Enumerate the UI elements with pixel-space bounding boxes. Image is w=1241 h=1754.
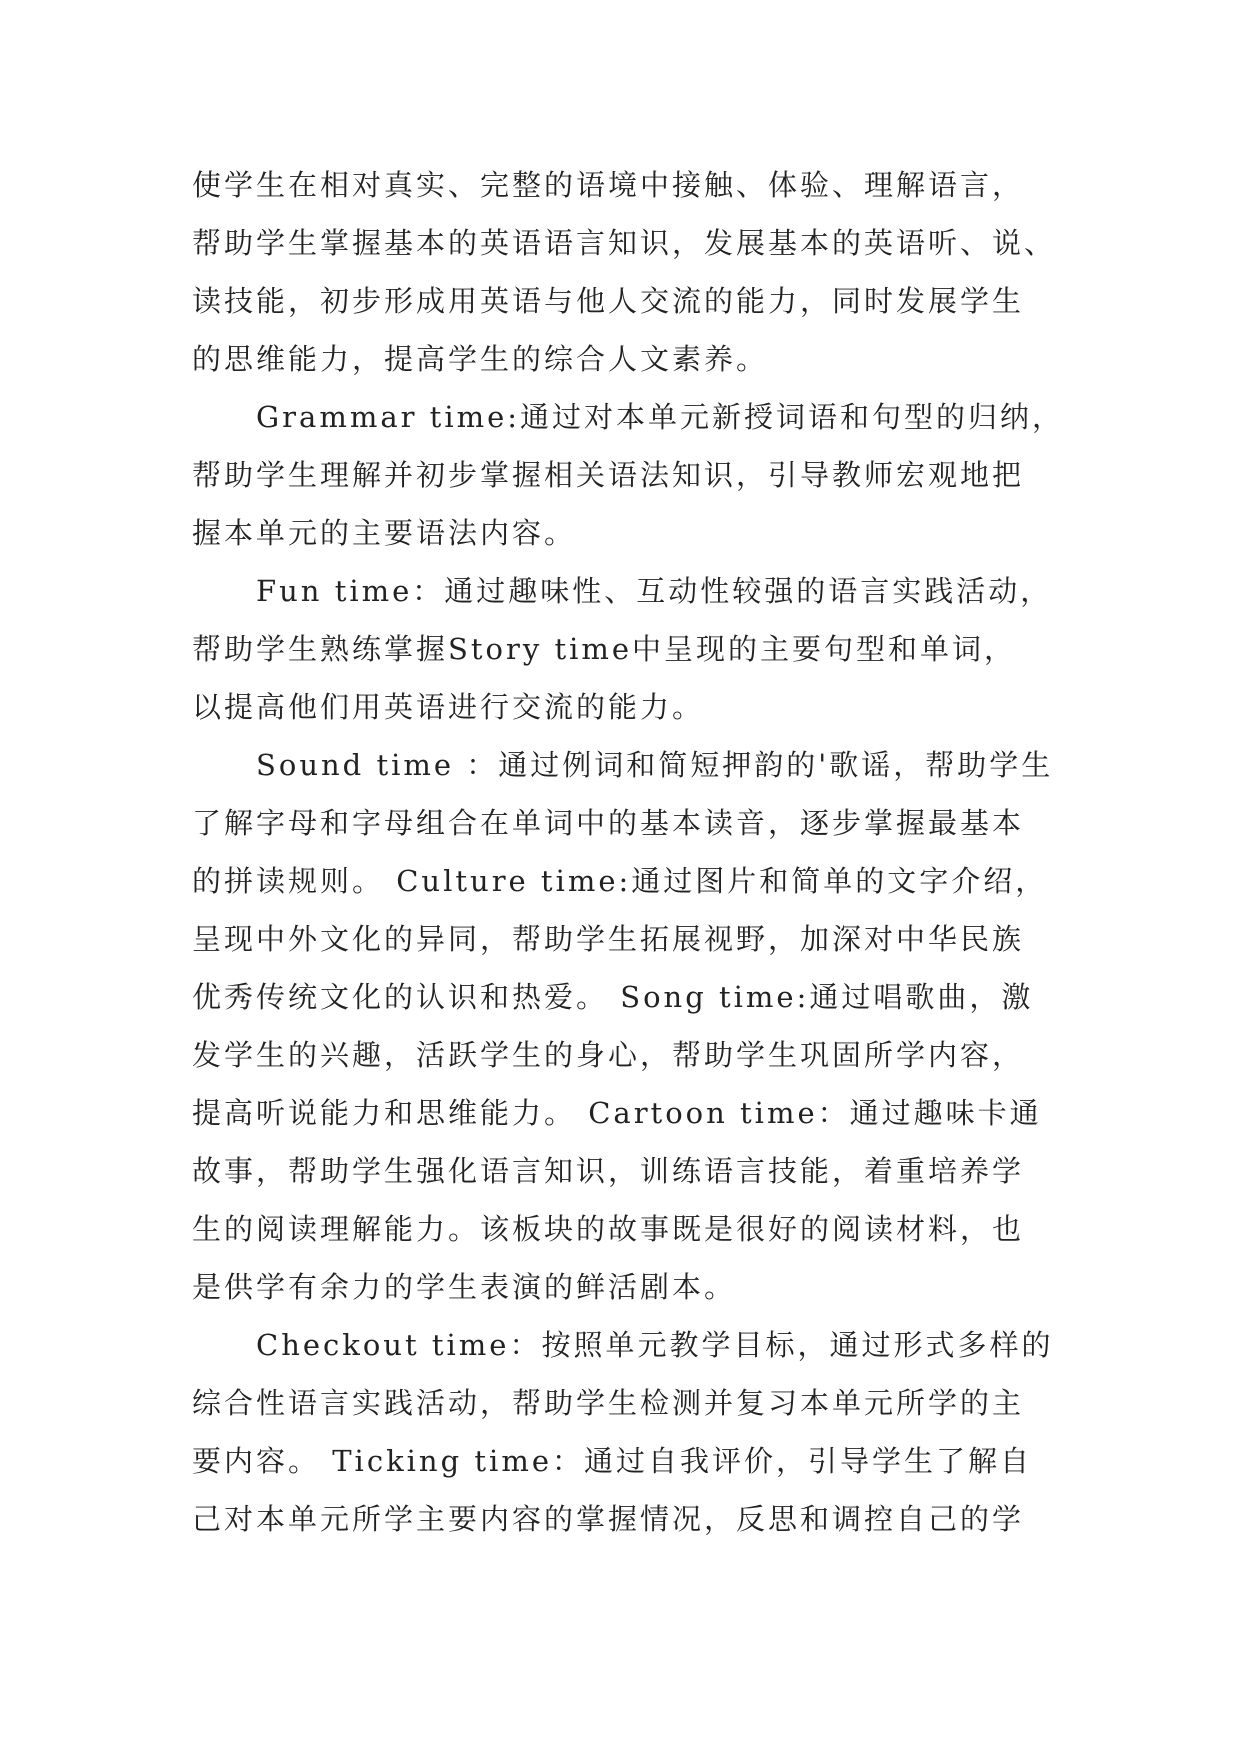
text-line: 读技能，初步形成用英语与他人交流的能力，同时发展学生	[192, 284, 1025, 318]
text-line: 使学生在相对真实、完整的语境中接触、体验、理解语言，	[192, 168, 1025, 202]
text-line: Grammar time:通过对本单元新授词语和句型的归纳，	[192, 400, 1065, 434]
body-text	[192, 156, 1072, 1548]
text-line: 优秀传统文化的认识和热爱。 Song time:通过唱歌曲，激	[192, 980, 1034, 1014]
text-line: 综合性语言实践活动，帮助学生检测并复习本单元所学的主	[192, 1386, 1025, 1420]
text-line: 生的阅读理解能力。该板块的故事既是很好的阅读材料，也	[192, 1212, 1025, 1246]
text-line: 是供学有余力的学生表演的鲜活剧本。	[192, 1270, 737, 1304]
text-line: 的拼读规则。 Culture time:通过图片和简单的文字介绍，	[192, 864, 1048, 898]
text-line: 了解字母和字母组合在单词中的基本读音，逐步掌握最基本	[192, 806, 1025, 840]
text-line: 帮助学生熟练掌握Story time中呈现的主要句型和单词，	[192, 632, 1017, 666]
text-line: 发学生的兴趣，活跃学生的身心，帮助学生巩固所学内容，	[192, 1038, 1025, 1072]
text-line: 己对本单元所学主要内容的掌握情况，反思和调控自己的学	[192, 1502, 1025, 1536]
text-line: 呈现中外文化的异同，帮助学生拓展视野，加深对中华民族	[192, 922, 1025, 956]
text-line: 要内容。 Ticking time：通过自我评价，引导学生了解自	[192, 1444, 1032, 1478]
text-line: 以提高他们用英语进行交流的能力。	[192, 690, 705, 724]
text-line: Sound time ：通过例词和简短押韵的'歌谣，帮助学生	[192, 748, 1054, 782]
text-line: 帮助学生掌握基本的英语语言知识，发展基本的英语听、说、	[192, 226, 1057, 260]
text-line: 提高听说能力和思维能力。 Cartoon time：通过趣味卡通	[192, 1096, 1042, 1130]
text-line: 握本单元的主要语法内容。	[192, 516, 577, 550]
text-line: 故事，帮助学生强化语言知识，训练语言技能，着重培养学	[192, 1154, 1025, 1188]
text-line: 的思维能力，提高学生的综合人文素养。	[192, 342, 769, 376]
text-line: Fun time：通过趣味性、互动性较强的语言实践活动，	[192, 574, 1053, 608]
text-line: Checkout time：按照单元教学目标，通过形式多样的	[192, 1328, 1054, 1362]
text-line: 帮助学生理解并初步掌握相关语法知识，引导教师宏观地把	[192, 458, 1025, 492]
